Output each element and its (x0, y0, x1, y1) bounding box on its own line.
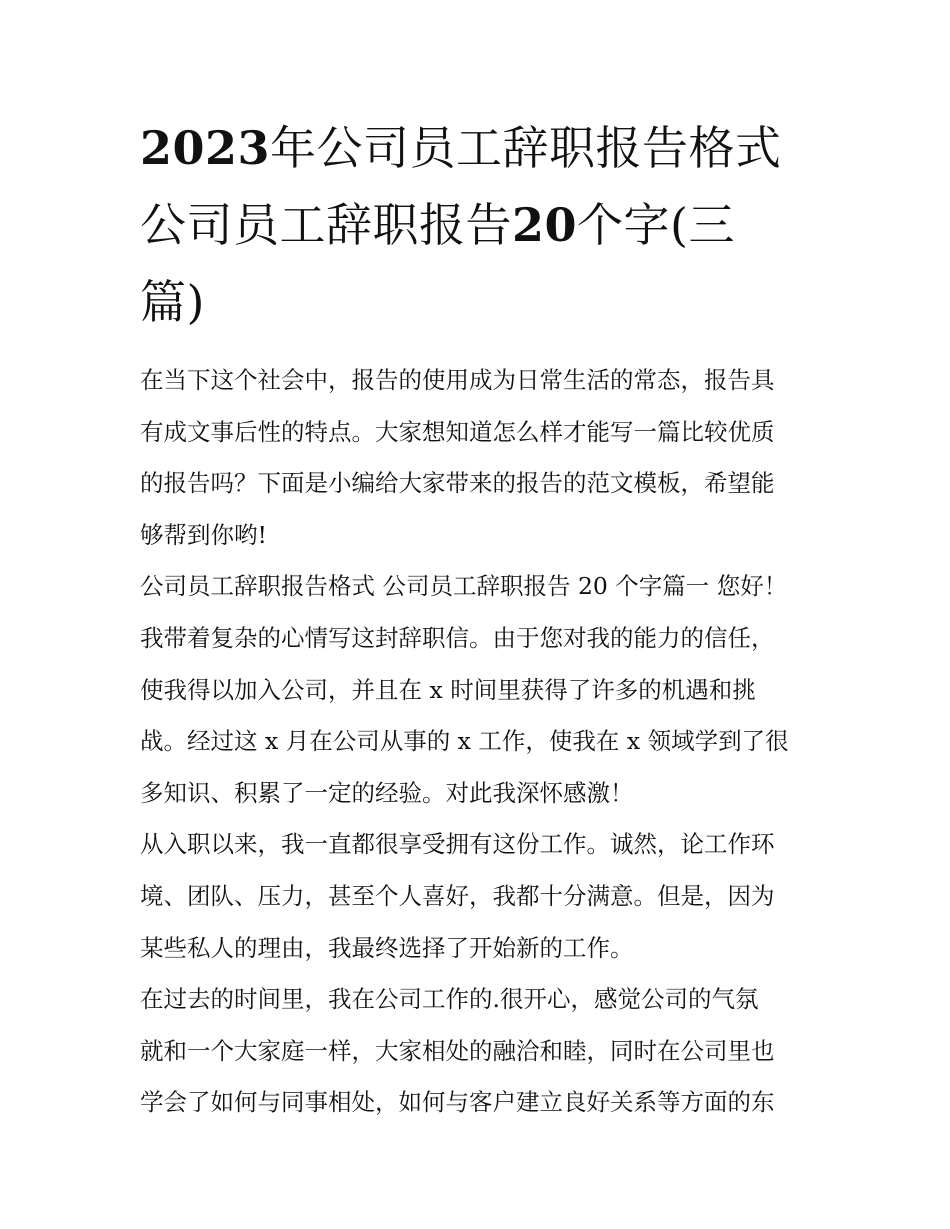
body-line: 学会了如何与同事相处，如何与客户建立良好关系等方面的东 (140, 1088, 775, 1117)
body-line: 某些私人的理由，我最终选择了开始新的工作。 (140, 933, 634, 962)
document-title (140, 110, 815, 341)
body-line: 在过去的时间里，我在公司工作的.很开心，感觉公司的气氛 (140, 985, 759, 1014)
body-line: 的报告吗？下面是小编给大家带来的报告的范文模板，希望能 (140, 469, 775, 498)
title-text: 公司员工辞职报告 (140, 198, 512, 252)
body-line: 公司员工辞职报告格式 公司员工辞职报告 20 个字篇一 您好！ (140, 572, 788, 601)
body-line: 够帮到你哟! (140, 520, 267, 549)
title-text: 篇) (140, 275, 205, 329)
body-line: 战。经过这 x 月在公司从事的 x 工作，使我在 x 领域学到了很 (140, 727, 789, 756)
body-line: 在当下这个社会中，报告的使用成为日常生活的常态，报告具 (140, 366, 775, 394)
title-text: 年公司员工辞职报告格式 (270, 121, 782, 175)
title-number: 20 (512, 198, 578, 252)
body-line: 我带着复杂的心情写这封辞职信。由于您对我的能力的信任， (140, 623, 775, 652)
title-year: 2023 (140, 121, 271, 175)
document-body (140, 355, 815, 1129)
body-line: 从入职以来，我一直都很享受拥有这份工作。诚然，论工作环 (140, 830, 775, 859)
title-line (140, 264, 815, 341)
body-line: 境、团队、压力，甚至个人喜好，我都十分满意。但是，因为 (140, 881, 775, 910)
title-line (140, 110, 815, 187)
body-line: 有成文事后性的特点。大家想知道怎么样才能写一篇比较优质 (140, 417, 775, 446)
title-line (140, 187, 815, 264)
body-line: 就和一个大家庭一样，大家相处的融洽和睦，同时在公司里也 (140, 1036, 775, 1065)
body-line: 使我得以加入公司，并且在 x 时间里获得了许多的机遇和挑 (140, 675, 756, 704)
body-line: 多知识、积累了一定的经验。对此我深怀感激！ (140, 778, 634, 807)
title-text: 个字(三 (577, 198, 735, 252)
